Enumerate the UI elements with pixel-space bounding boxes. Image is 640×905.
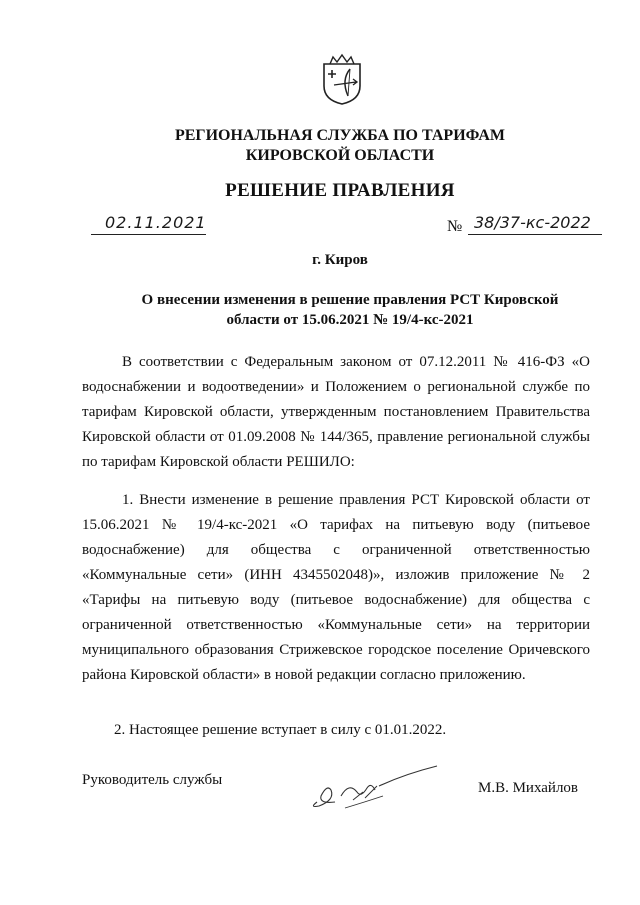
number-label: №	[447, 218, 463, 235]
subject-line-2: области от 15.06.2021 № 19/4-кс-2021	[226, 312, 474, 328]
number-field	[468, 212, 602, 235]
document-title: РЕШЕНИЕ ПРАВЛЕНИЯ	[225, 180, 455, 201]
handwritten-number: 38/37-кс-2022	[474, 213, 591, 232]
clause-2-paragraph: 2. Настоящее решение вступает в силу с 01.01.2022.	[114, 722, 447, 738]
date-field	[91, 212, 206, 235]
city: г. Киров	[312, 252, 368, 268]
clause-1-paragraph: 1. Внести изменение в решение правления РСТ Кировской области от 15.06.2021 № 19/4-кс-2021 «О тарифах на питьевую воду (питьевое водоснабжение) для общества с ограниченной ответственностью «Коммунальные сети» (ИНН 4345502048)», изложив приложение № 2 «Тарифы на питьевую воду (питьевое водоснабжение) для общества с ограниченной ответственностью «Коммунальные сети» на территории муниципального образования Стрижевское городское поселение Оричевского района Кировской области» в новой редакции согласно приложению.	[82, 492, 590, 683]
signatory-title: Руководитель службы	[82, 772, 223, 788]
signer-name: М.В. Михайлов	[478, 780, 579, 796]
org-line-2: КИРОВСКОЙ ОБЛАСТИ	[245, 147, 435, 164]
org-line-1: РЕГИОНАЛЬНАЯ СЛУЖБА ПО ТАРИФАМ	[174, 127, 506, 144]
coat-of-arms-icon	[320, 52, 364, 106]
signature-icon	[305, 762, 445, 822]
handwritten-date: 02.11.2021	[105, 213, 207, 232]
organization-name	[120, 126, 560, 166]
preamble-paragraph: В соответствии с Федеральным законом от 07.12.2011 № 416-ФЗ «О водоснабжении и водоотведении» и Положением о региональной службе по тарифам Кировской области, утвержденным постановлением Правительства Кировской области от 01.09.2008 № 144/365, правление региональной службы по тарифам Кировской области РЕШИЛО:	[82, 354, 590, 470]
subject-line-1: О внесении изменения в решение правления РСТ Кировской	[141, 292, 559, 308]
decision-subject	[120, 290, 580, 330]
